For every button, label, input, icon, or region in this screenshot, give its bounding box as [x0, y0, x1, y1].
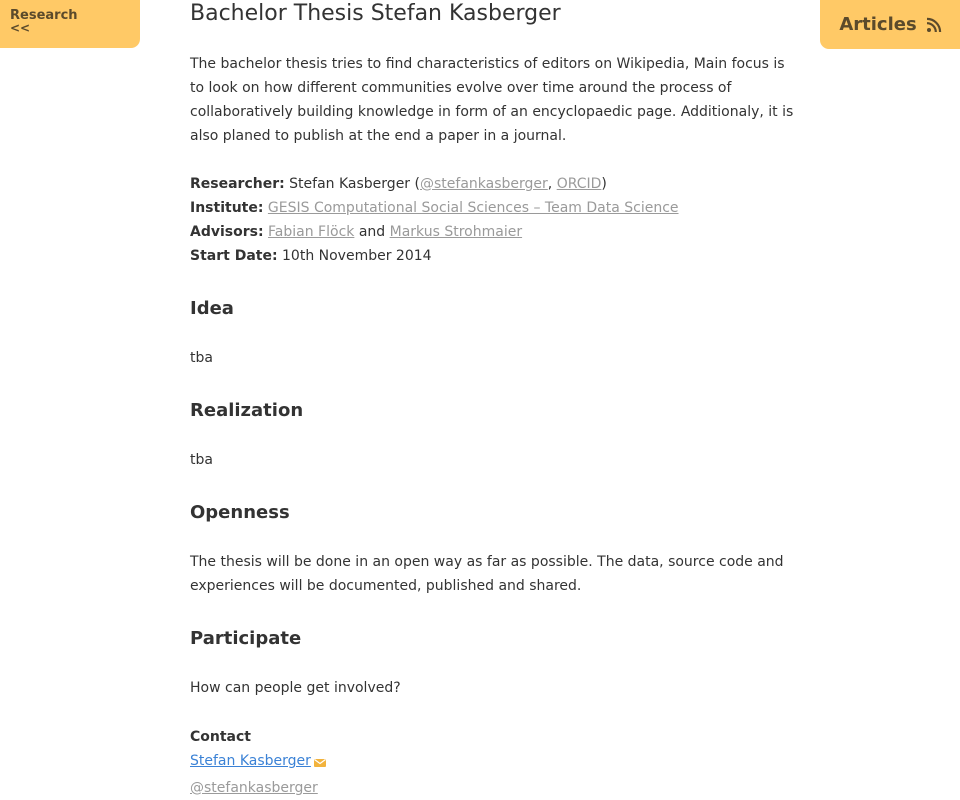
paren-close: ) [601, 176, 607, 192]
mail-icon[interactable] [314, 752, 326, 776]
contact-name-link[interactable]: Stefan Kasberger [190, 753, 311, 769]
contact-twitter-link[interactable]: @stefankasberger [190, 780, 318, 796]
researcher-name: Stefan Kasberger [289, 176, 411, 192]
page-title: Bachelor Thesis Stefan Kasberger [190, 1, 561, 26]
start-date-value: 10th November 2014 [282, 248, 432, 264]
advisor-link-1[interactable]: Fabian Flöck [268, 224, 355, 240]
institute-row [190, 196, 800, 220]
paren-open: ( [414, 176, 420, 192]
idea-text: tba [190, 350, 213, 366]
articles-label: Articles [839, 14, 917, 35]
idea-heading: Idea [190, 298, 234, 319]
metadata-block [190, 172, 800, 268]
advisor-link-2[interactable]: Markus Strohmaier [389, 224, 523, 240]
participate-text: How can people get involved? [190, 680, 401, 696]
researcher-label: Researcher: [190, 176, 285, 192]
rss-icon [927, 18, 941, 32]
contact-twitter-row [190, 776, 800, 800]
researcher-twitter-link[interactable]: @stefankasberger [420, 176, 548, 192]
realization-text: tba [190, 452, 213, 468]
start-date-row [190, 244, 800, 268]
institute-label: Institute: [190, 200, 264, 216]
contact-label: Contact [190, 729, 251, 745]
researcher-orcid-link[interactable]: ORCID [556, 176, 602, 192]
contact-block [190, 725, 800, 800]
back-arrows: << [10, 21, 31, 35]
research-label: Research [10, 8, 78, 23]
separator: , [547, 176, 553, 192]
researcher-row [190, 172, 800, 196]
start-date-label: Start Date: [190, 248, 278, 264]
articles-button[interactable] [820, 0, 960, 49]
realization-heading: Realization [190, 400, 304, 421]
openness-heading: Openness [190, 502, 290, 523]
contact-name-row [190, 749, 800, 776]
openness-text: The thesis will be done in an open way as far as possible. The data, source code and experiences will be documented, published and shared. [190, 554, 784, 594]
advisors-label: Advisors: [190, 224, 264, 240]
intro-paragraph: The bachelor thesis tries to find characteristics of editors on Wikipedia, Main focus is to look on how different communities evolve over time around the process of collaboratively building knowledge in form of an encyclopaedic page. Additionaly, it is also planed to publish at the end a paper in a journal. [190, 56, 794, 144]
research-back-button[interactable] [0, 0, 140, 48]
institute-link[interactable]: GESIS Computational Social Sciences – Team Data Science [267, 200, 679, 216]
main-content [190, 0, 800, 800]
advisors-row [190, 220, 800, 244]
advisors-and: and [358, 224, 386, 240]
participate-heading: Participate [190, 628, 302, 649]
